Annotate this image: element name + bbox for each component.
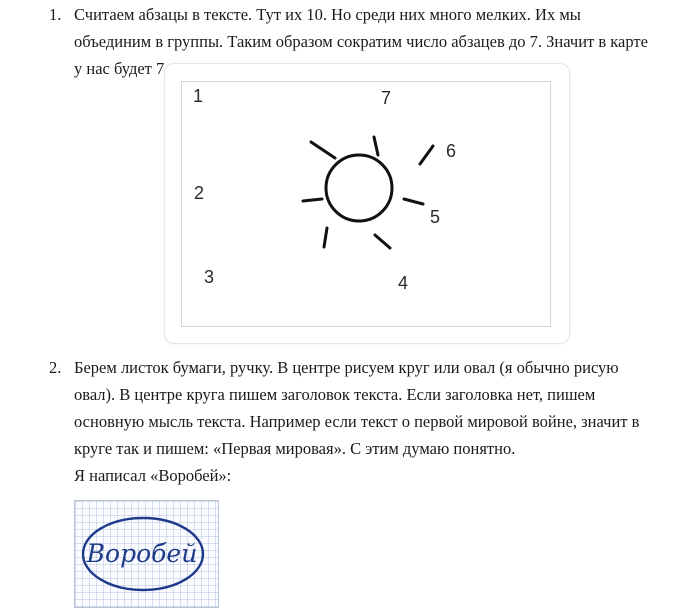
central-circle (326, 155, 392, 221)
diagram-label-3: 3 (204, 267, 215, 287)
ray-line (311, 142, 335, 158)
ray-line (375, 235, 390, 248)
ray-line (303, 199, 322, 201)
text-line: Я написал «Воробей»: (74, 466, 232, 485)
text-line: Берем листок бумаги, ручку. В центре рисуем круг или овал (я обычно рисую (74, 358, 619, 377)
notebook-sketch-image (74, 500, 219, 608)
text-line: у нас будет 7 (74, 59, 165, 78)
text-line: овал). В центре круга пишем заголовок текста. Если заголовка нет, пишем (74, 385, 596, 404)
sketch-word: Воробей (86, 539, 198, 568)
text-line: объединим в группы. Таким образом сократим число абзацев до 7. Значит в карте (74, 32, 648, 51)
paragraph-step-2 (74, 354, 674, 489)
mind-map-diagram (181, 81, 551, 327)
text-line: Считаем абзацы в тексте. Тут их 10. Но среди них много мелких. Их мы (74, 5, 581, 24)
list-number: 1. (49, 5, 62, 24)
ray-line (420, 146, 433, 164)
ray-line (324, 228, 327, 247)
list-number: 2. (49, 358, 62, 377)
text-line: основную мысль текста. Например если текст о первой мировой войне, значит в (74, 412, 640, 431)
sketch-svg (75, 501, 218, 607)
text-line: круге так и пишем: «Первая мировая». С этим думаю понятно. (74, 439, 516, 458)
ray-line (404, 199, 423, 204)
diagram-label-5: 5 (430, 207, 441, 227)
diagram-figure (164, 63, 570, 344)
diagram-label-7: 7 (381, 88, 392, 108)
diagram-label-6: 6 (446, 141, 457, 161)
ray-line (374, 137, 378, 155)
diagram-label-1: 1 (193, 86, 204, 106)
diagram-label-4: 4 (398, 273, 409, 293)
diagram-label-2: 2 (194, 183, 205, 203)
sun-diagram-svg (182, 82, 550, 326)
